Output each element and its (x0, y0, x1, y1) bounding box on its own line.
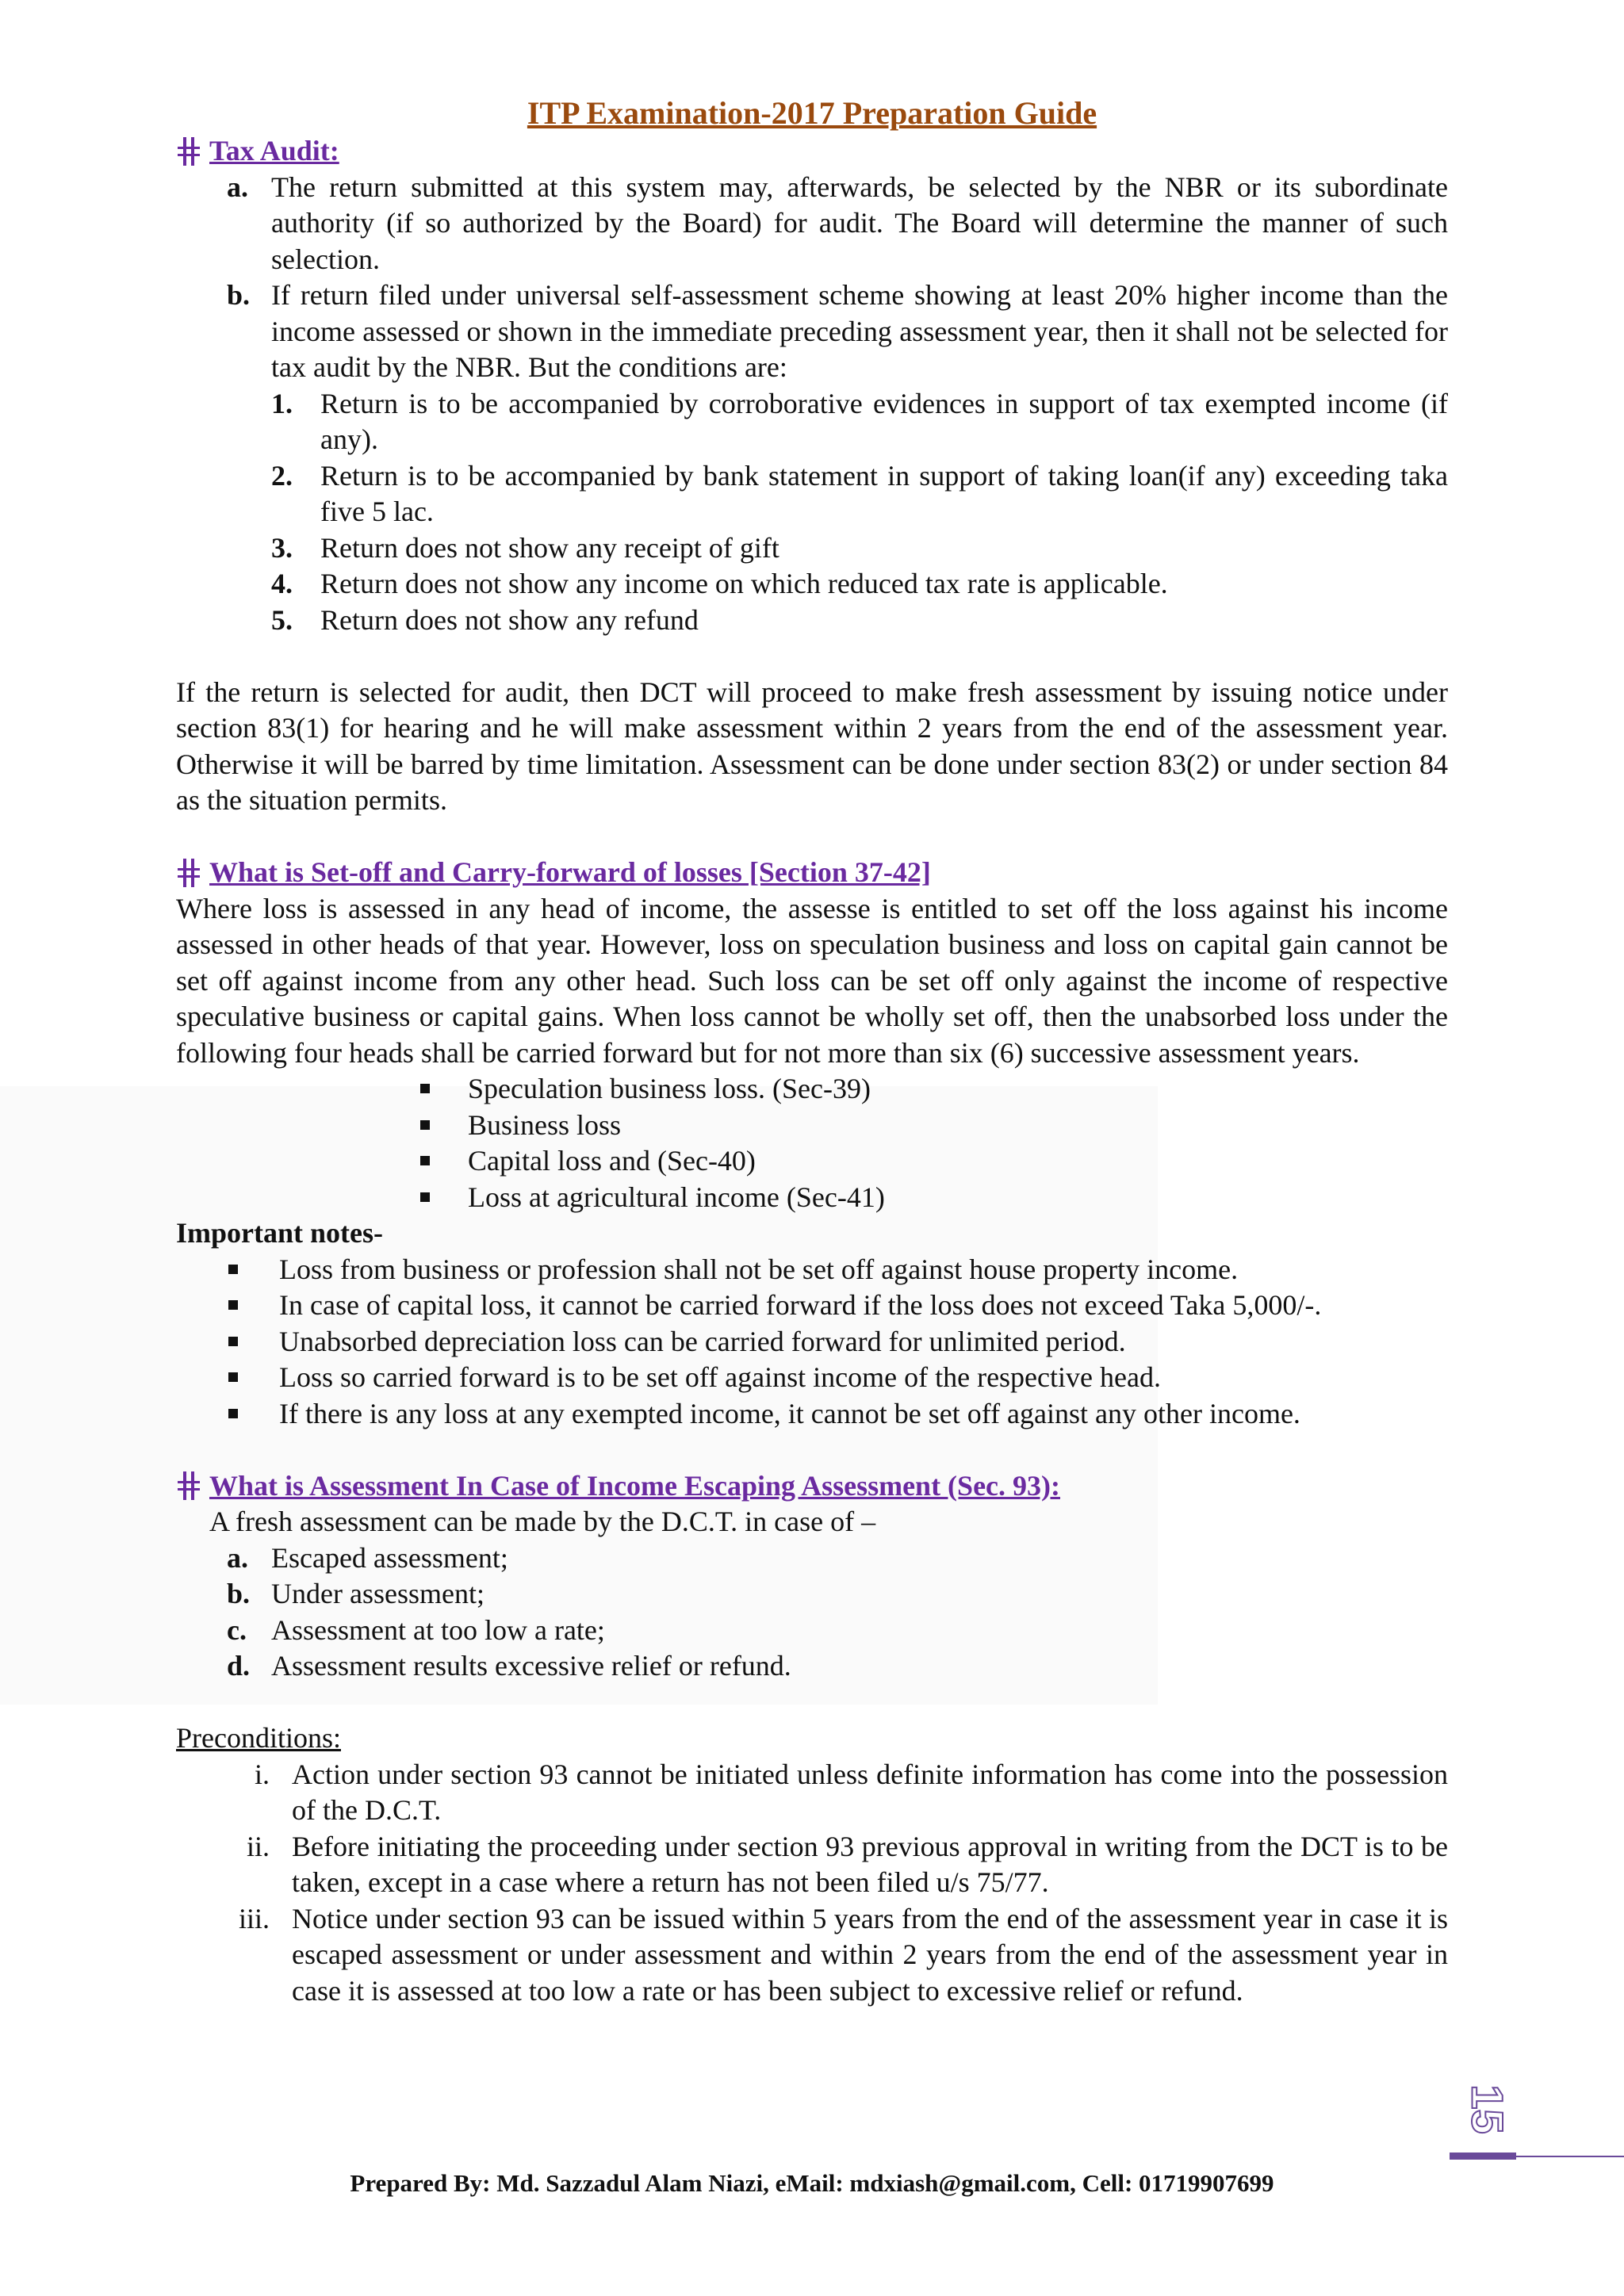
list-item: In case of capital loss, it cannot be carried forward if the loss does not exceed Taka 5,000/-. (176, 1288, 1448, 1324)
square-bullet-icon (228, 1372, 238, 1382)
page-number-bar (1450, 2152, 1516, 2160)
list-item: ii. Before initiating the proceeding under section 93 previous approval in writing from the DCT is to be taken, except in a case where a return has not been filed u/s 75/77. (246, 1830, 1448, 1898)
list-item: Business loss (176, 1108, 1448, 1144)
notes-title: Important notes- (176, 1217, 383, 1249)
list-item: d. Assessment results excessive relief or refund. (227, 1650, 791, 1682)
square-bullet-icon (228, 1265, 238, 1274)
setoff-paragraph: Where loss is assessed in any head of income, the assesse is entitled to set off the loss against his income assessed in other heads of that year. However, loss on speculation business and loss on capital gain cannot be set off against income from any other head. Such loss can be set off only against the income of respective speculative business or capital gains. When loss cannot be wholly set off, then the unabsorbed loss under the following four heads shall be carried forward but for not more than six (6) successive assessment years. (176, 892, 1448, 1069)
page-content (176, 94, 1448, 2009)
condition-item: 5. Return does not show any refund (271, 603, 699, 636)
list-item: If there is any loss at any exempted income, it cannot be set off against any other income. (176, 1396, 1448, 1433)
list-item: i. Action under section 93 cannot be initiated unless definite information has come into the possession of the D.C.T. (254, 1758, 1448, 1826)
section-heading-escaping: What is Assessment In Case of Income Escaping Assessment (Sec. 93): (176, 1468, 1448, 1505)
list-item: Unabsorbed depreciation loss can be carried forward for unlimited period. (176, 1324, 1448, 1360)
preconditions-title: Preconditions: (176, 1722, 341, 1754)
condition-item: 2. Return is to be accompanied by bank statement in support of taking loan(if any) exceeding taka five 5 lac. (271, 459, 1448, 527)
list-item: a. Escaped assessment; (227, 1541, 508, 1574)
square-bullet-icon (420, 1120, 430, 1130)
footer: Prepared By: Md. Sazzadul Alam Niazi, eMail: mdxiash@gmail.com, Cell: 01719907699 (350, 2169, 1274, 2197)
square-bullet-icon (420, 1156, 430, 1165)
square-bullet-icon (228, 1300, 238, 1310)
list-item: Capital loss and (Sec-40) (176, 1143, 1448, 1180)
square-bullet-icon (228, 1337, 238, 1346)
list-item: Speculation business loss. (Sec-39) (176, 1071, 1448, 1108)
tax-audit-paragraph: If the return is selected for audit, then DCT will proceed to make fresh assessment by issuing notice under section 83(1) for hearing and he will make assessment within 2 years from the end of the assessment year. Otherwise it will be barred by time limitation. Assessment can be done under section 83(2) or under section 84 as the situation permits. (176, 675, 1448, 816)
list-item: b. If return filed under universal self-assessment scheme showing at least 20% higher income than the income assessed or shown in the immediate preceding assessment year, then it shall not be selected for tax audit by the NBR. But the conditions are: (227, 279, 1448, 383)
list-item: a. The return submitted at this system may, afterwards, be selected by the NBR or its subordinate authority (if so authorized by the Board) for audit. The Board will determine the manner of such selection. (227, 170, 1448, 275)
condition-item: 4. Return does not show any income on which reduced tax rate is applicable. (271, 568, 1168, 599)
page-number-rule (1516, 2156, 1624, 2157)
section-bullet-icon (176, 857, 203, 889)
section-heading-tax-audit: Tax Audit: (176, 133, 1448, 170)
square-bullet-icon (420, 1192, 430, 1202)
section-bullet-icon (176, 1470, 203, 1502)
section-bullet-icon (176, 136, 203, 167)
list-item: b. Under assessment; (227, 1578, 485, 1609)
page-number: 15 (1462, 2084, 1513, 2134)
condition-item: 1. Return is to be accompanied by corroborative evidences in support of tax exempted income (if any). (271, 387, 1448, 455)
page-title: ITP Examination-2017 Preparation Guide (527, 95, 1097, 131)
list-item: iii. Notice under section 93 can be issued within 5 years from the end of the assessment year in case it is escaped assessment or under assessment and within 2 years from the end of the assessment year in case it is assessed at too low a rate or has been subject to excessive relief or refund. (238, 1902, 1448, 2007)
list-item: Loss from business or profession shall not be set off against house property income. (176, 1252, 1448, 1288)
condition-item: 3. Return does not show any receipt of gift (271, 531, 779, 564)
escaping-intro: A fresh assessment can be made by the D.C.T. in case of – (209, 1506, 876, 1537)
list-item: c. Assessment at too low a rate; (227, 1613, 605, 1646)
section-heading-setoff: What is Set-off and Carry-forward of losses [Section 37-42] (176, 855, 1448, 891)
list-item: Loss at agricultural income (Sec-41) (176, 1180, 1448, 1216)
square-bullet-icon (420, 1084, 430, 1093)
square-bullet-icon (228, 1409, 238, 1418)
list-item: Loss so carried forward is to be set off against income of the respective head. (176, 1360, 1448, 1396)
